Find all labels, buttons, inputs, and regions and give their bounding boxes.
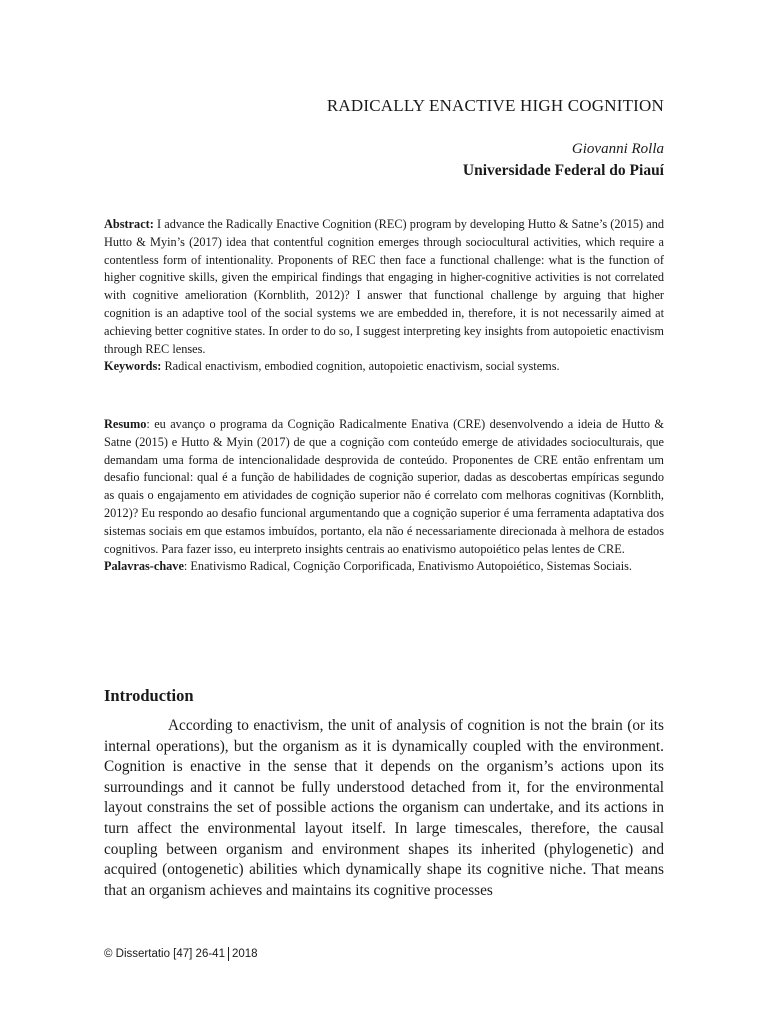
keywords-paragraph	[104, 358, 664, 376]
keywords-label: Keywords:	[104, 359, 162, 374]
paper-title: RADICALLY ENACTIVE HIGH COGNITION	[326, 96, 664, 115]
abstract-paragraph	[104, 216, 664, 358]
palavras-chave-paragraph	[104, 558, 664, 576]
introduction-body	[104, 716, 664, 901]
page-footer	[104, 947, 258, 961]
resumo-paragraph	[104, 416, 664, 558]
abstract-section	[104, 216, 664, 376]
abstract-label: Abstract:	[104, 217, 154, 231]
abstract-text: I advance the Radically Enactive Cognition (REC) program by developing Hutto & Satne’s (2015) and Hutto & Myin’s (2017) idea that contentful cognition emerges through sociocultural activities, which require a contentless form of intentionality. Proponents of REC then face a functional challenge: what is the function of higher cognitive skills, given the empirical findings that engaging in higher-cognitive activities is not correlated with cognitive amelioration (Kornblith, 2012)? I answer that functional challenge by arguing that higher cognition is an adaptive tool of the social systems we are embedded in, therefore, it is not necessarily aimed at achieving better cognitive states. In order to do so, I suggest interpreting key insights from autopoietic enactivism through REC lenses.	[104, 217, 664, 356]
resumo-label: Resumo	[104, 417, 147, 431]
footer-separator	[228, 947, 229, 961]
author-name: Giovanni Rolla	[571, 141, 664, 157]
palavras-chave-text: : Enativismo Radical, Cognição Corporificada, Enativismo Autopoiético, Sistemas Sociais.	[183, 559, 633, 574]
introduction-heading: Introduction	[104, 686, 194, 705]
keywords-text: Radical enactivism, embodied cognition, autopoietic enactivism, social systems.	[161, 359, 560, 374]
resumo-section	[104, 416, 664, 576]
introduction-paragraph: According to enactivism, the unit of analysis of cognition is not the brain (or its internal operations), but the organism as it is dynamically coupled with the environment. Cognition is enactive in the sense that it depends on the organism’s actions upon its surroundings and it cannot be fully understood detached from it, for the environmental layout constrains the set of possible actions the organism can undertake, and its actions in turn affect the environmental layout itself. In large timescales, therefore, the causal coupling between organism and environment shapes its inherited (phylogenetic) and acquired (ontogenetic) abilities which dynamically shape its cognitive niche. That means that an organism achieves and maintains its cognitive processes	[104, 717, 664, 899]
palavras-chave-label: Palavras-chave	[104, 559, 184, 574]
footer-citation: © Dissertatio [47] 26-41	[104, 948, 225, 960]
author-affiliation: Universidade Federal do Piauí	[462, 162, 664, 179]
resumo-text: : eu avanço o programa da Cognição Radicalmente Enativa (CRE) desenvolvendo a ideia de Hutto & Satne (2015) e Hutto & Myin (2017) de que a cognição com conteúdo emerge de atividades socioculturais, que demandam uma forma de intencionalidade desprovida de conteúdo. Proponentes de CRE então enfrentam um desafio funcional: qual é a função de habilidades de cognição superior, dadas as descobertas empíricas segundo as quais o engajamento em atividades de cognição superior não é correlato com melhoras cognitivas (Kornblith, 2012)? Eu respondo ao desafio funcional argumentando que a cognição superior é uma ferramenta adaptativa dos sistemas sociais em que estamos imbuídos, portanto, ela não é necessariamente direcionada à melhora de estados cognitivos. Para fazer isso, eu interpreto insights centrais ao enativismo autopoiético pelas lentes de CRE.	[104, 417, 664, 556]
footer-year: 2018	[231, 948, 258, 960]
